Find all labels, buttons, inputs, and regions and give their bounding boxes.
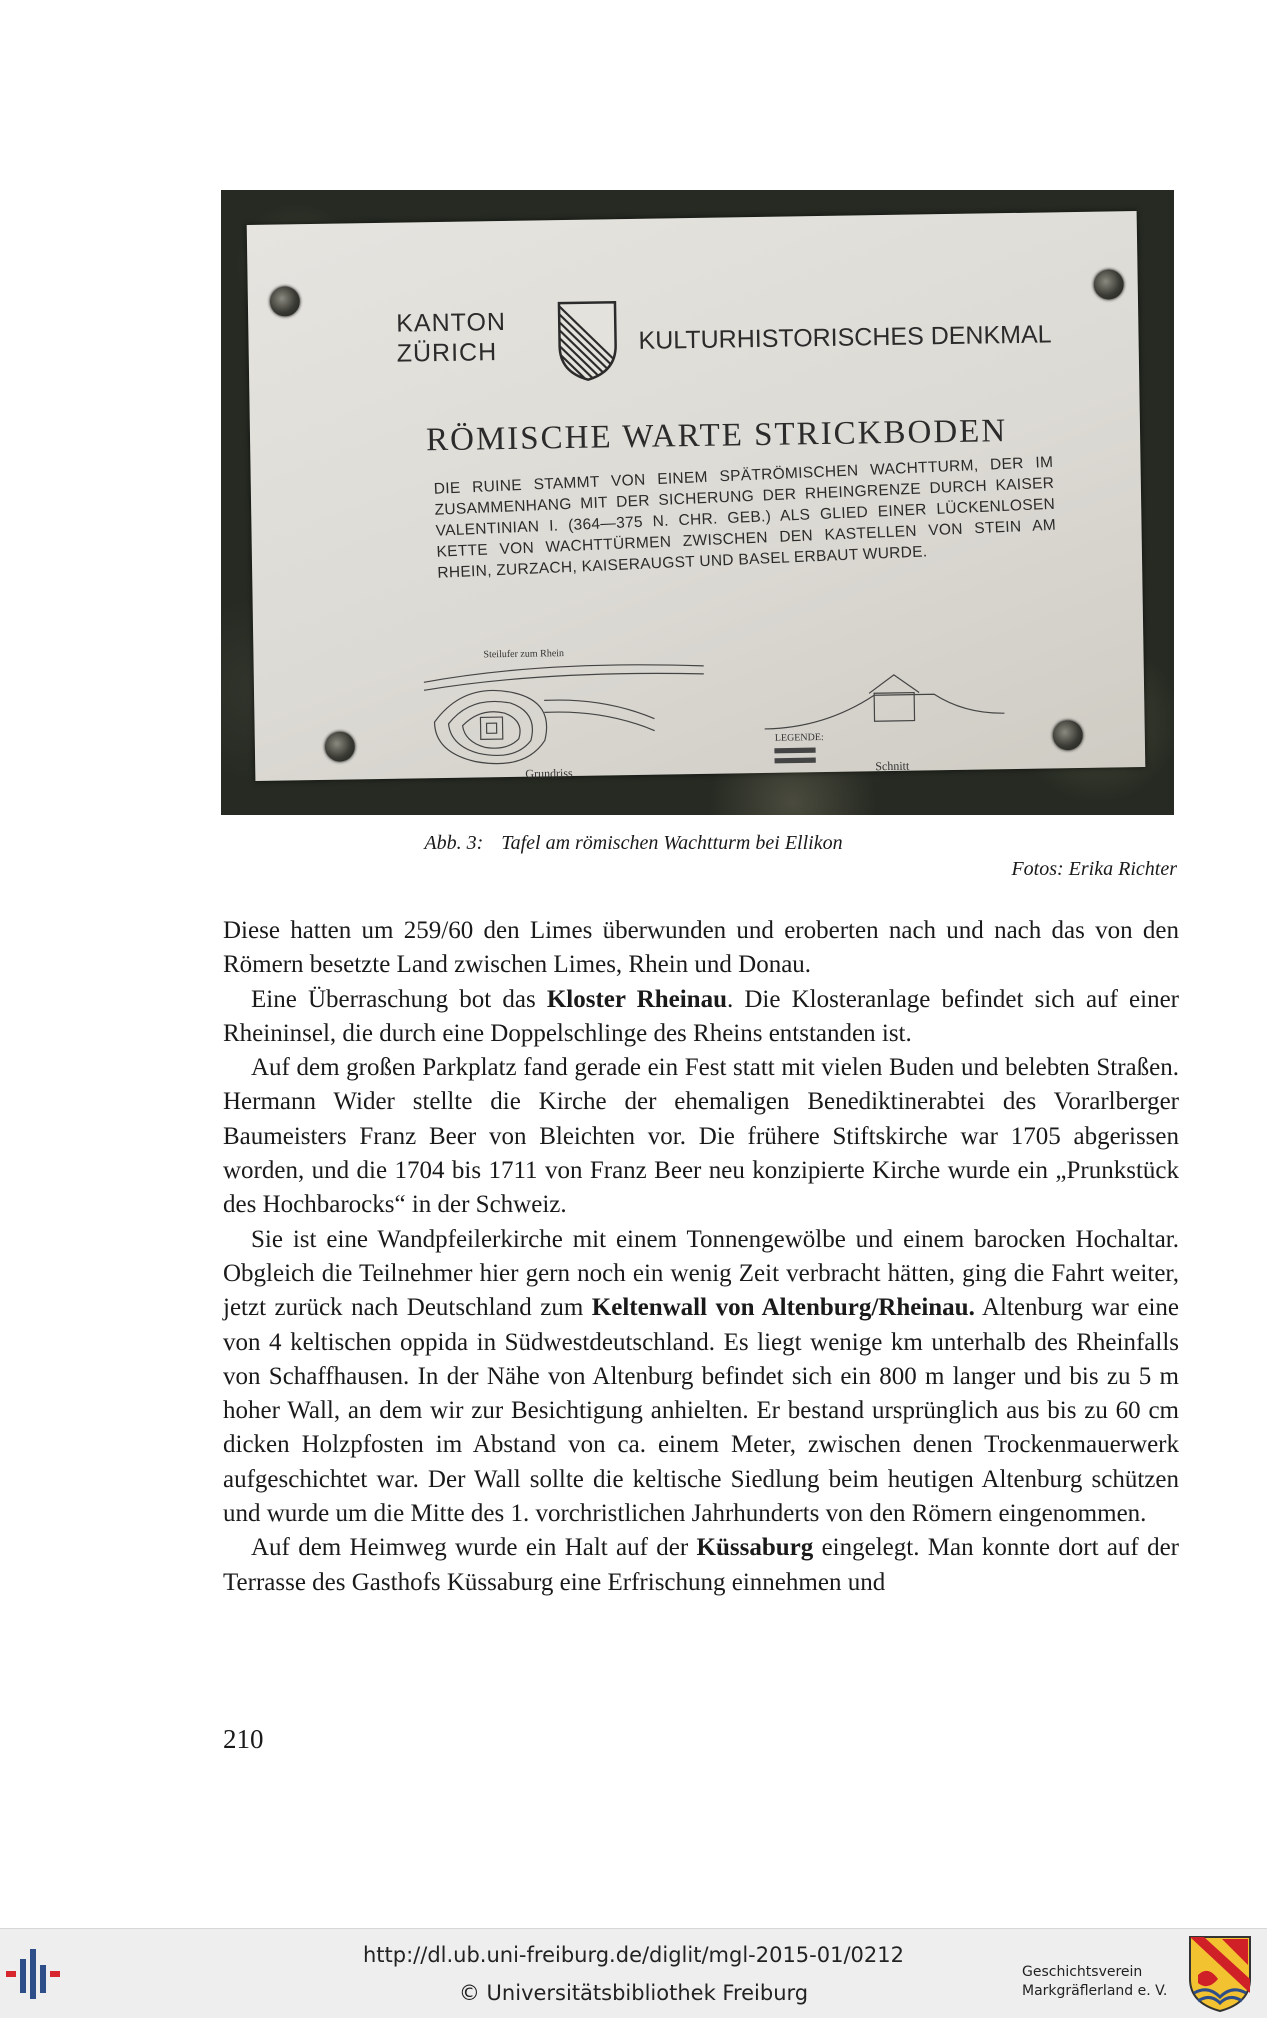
screw-top-right <box>1093 269 1123 299</box>
screw-bottom-right <box>1053 720 1083 750</box>
screw-bottom-left <box>325 731 355 761</box>
paragraph-2-bold: Kloster Rheinau <box>546 985 727 1013</box>
paragraph-1: Diese hatten um 259/60 den Limes überwunden und eroberten nach und nach das von den Römern besetzte Land zwischen Limes, Rhein und Donau. <box>223 917 1179 979</box>
screw-top-left <box>270 286 300 316</box>
paragraph-5-c: eingelegt. Man konnte dort auf der Terrasse des Gasthofs Küssaburg eine Erfrischung einnehmen und <box>223 1534 1179 1596</box>
paragraph-2-a: Eine Überraschung bot das <box>251 985 547 1013</box>
paragraph-4 <box>223 1223 1179 1532</box>
sign-title: RÖMISCHE WARTE STRICKBODEN <box>425 413 1008 459</box>
footer-copyright: © Universitätsbibliothek Freiburg <box>458 1981 809 2005</box>
markgraeflerland-crest-icon <box>1188 1935 1252 2013</box>
plan-label-legend: LEGENDE: <box>774 732 824 744</box>
sign-body-text: DIE RUINE STAMMT VON EINEM SPÄTRÖMISCHEN WACHTTURM, DER IM ZUSAMMENHANG MIT DER SICHERUNG DER RHEINGRENZE DURCH KAISER VALENTINIAN I. (364—375 N. CHR. GEB.) ALS GLIED EINER LÜCKENLOSEN KETTE VON WACHTTÜRMEN ZWISCHEN DEN KASTELLEN VON STEIN AM RHEIN, ZURZACH, KAISERAUGST UND BASEL ERBAUT WURDE. <box>433 453 1057 582</box>
figure-caption-text: Tafel am römischen Wachtturm bei Ellikon <box>501 832 843 854</box>
paragraph-3: Auf dem großen Parkplatz fand gerade ein Fest statt mit vielen Buden und belebten Straßen. Hermann Wider stellte die Kirche der ehemaligen Benediktinerabtei des Vorarlberger Baumeisters Franz Beer von Bleichten vor. Die frühere Stiftskirche war 1705 abgerissen worden, und die 1704 bis 1711 von Franz Beer neu konzipierte Kirche wurde ein „Prunkstück des Hochbarocks“ in der Schweiz. <box>223 1054 1179 1219</box>
paragraph-4-c: Altenburg war eine von 4 keltischen oppida in Südwestdeutschland. Es liegt wenige km unterhalb des Rheinfalls von Schaffhausen. In der Nähe von Altenburg befindet sich ein 800 m langer und bis zu 5 m hoher Wall, an dem wir zur Besichtigung anhielten. Er bestand ursprünglich aus bis zu 60 cm dicken Holzpfosten im Abstand von ca. einem Meter, zwischen denen Trockenmauerwerk aufgeschichtet war. Der Wall sollte die keltische Siedlung beim heutigen Altenburg schützen und wurde um die Mitte des 1. vorchristlichen Jahrhunderts von den Römern eingenommen. <box>223 1294 1180 1528</box>
plan-label-top: Steilufer zum Rhein <box>483 648 565 661</box>
page-number: 210 <box>223 1724 264 1754</box>
paragraph-4-bold: Keltenwall von Altenburg/Rheinau. <box>591 1294 975 1322</box>
photo-credit: Fotos: Erika Richter <box>1011 858 1177 880</box>
photo-tafel-wachtturm <box>221 190 1174 815</box>
figure-caption <box>0 832 1267 855</box>
sign-canton-line2: ZÜRICH <box>396 338 498 368</box>
society-line1: Geschichtsverein <box>1022 1964 1143 1980</box>
sign-plate <box>247 211 1146 781</box>
footer-url-link[interactable]: http://dl.ub.uni-freiburg.de/diglit/mgl-2015-01/0212 <box>362 1943 904 1967</box>
sign-canton-line1: KANTON <box>396 307 507 338</box>
sign-header: KULTURHISTORISCHES DENKMAL <box>638 320 1052 355</box>
paragraph-5-bold: Küssaburg <box>696 1534 814 1562</box>
footer-bar <box>0 1928 1267 2018</box>
figure-caption-label: Abb. 3: <box>424 832 484 854</box>
society-line2: Markgräflerland e. V. <box>1022 1983 1168 1999</box>
society-name <box>1022 1963 1167 2001</box>
body-text <box>223 914 1179 1600</box>
paragraph-5 <box>223 1531 1179 1600</box>
plan-label-schnitt: Schnitt <box>875 758 910 774</box>
paragraph-2 <box>223 983 1179 1052</box>
sign-canton <box>396 307 507 369</box>
sign-plan-drawing <box>403 633 1025 783</box>
plan-label-grundriss: Grundriss <box>525 765 573 781</box>
zurich-shield-icon <box>556 299 619 382</box>
paragraph-5-a: Auf dem Heimweg wurde ein Halt auf der <box>251 1534 697 1562</box>
paragraph-2-c: . Die Klosteranlage befindet sich auf einer Rheininsel, die durch eine Doppelschlinge des Rheins entstanden ist. <box>223 985 1179 1047</box>
paragraph-4-a: Sie ist eine Wandpfeilerkirche mit einem Tonnengewölbe und einem barocken Hochaltar. Obgleich die Teilnehmer hier gern noch ein wenig Zeit verbracht hätten, ging die Fahrt weiter, jetzt zurück nach Deutschland zum <box>223 1225 1179 1322</box>
